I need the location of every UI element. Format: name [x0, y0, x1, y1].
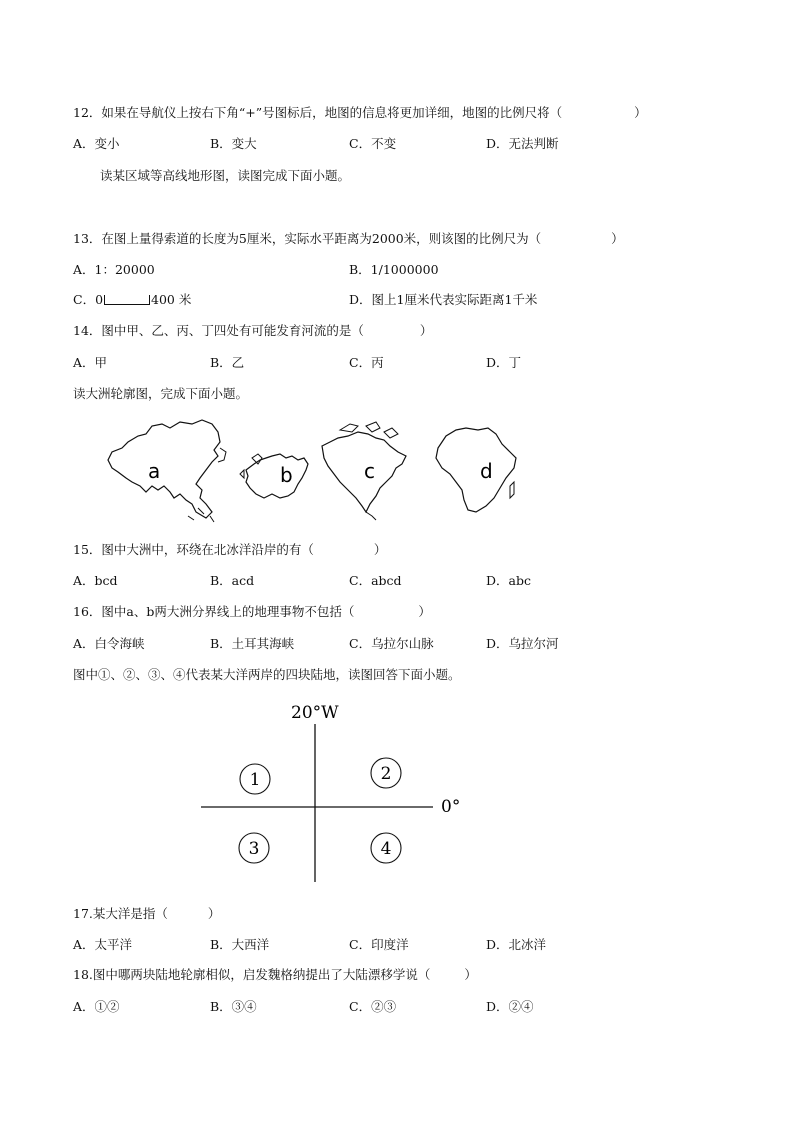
q14-option-c: C．丙 [349, 355, 384, 370]
q13-option-b: B．1/1000000 [349, 262, 439, 277]
question-17 [73, 904, 220, 922]
intro-17-18: 图中①、②、③、④代表某大洋两岸的四块陆地，读图回答下面小题。 [73, 667, 461, 682]
continent-label-c: c [364, 459, 375, 483]
ocean-quadrant-figure [195, 700, 475, 890]
continent-label-d: d [480, 459, 493, 483]
q16-option-d: D．乌拉尔河 [486, 636, 559, 651]
question-16-stem: 16．图中a、b两大洲分界线上的地理事物不包括（ [73, 604, 355, 619]
q17-option-d: D．北冰洋 [486, 937, 547, 952]
continent-outlines-figure [100, 412, 530, 530]
question-16 [73, 602, 431, 620]
question-14-stem: 14．图中甲、乙、丙、丁四处有可能发育河流的是（ [73, 323, 364, 338]
intro-15-16: 读大洲轮廓图，完成下面小题。 [73, 386, 249, 401]
q15-option-b: B．acd [210, 573, 255, 588]
q16-option-a: A．白令海峡 [73, 636, 145, 651]
question-13-stem: 13．在图上量得索道的长度为5厘米，实际水平距离为2000米，则该图的比例尺为（ [73, 231, 542, 246]
region-2-label: 2 [380, 764, 392, 784]
question-13-close: ） [611, 231, 624, 246]
region-4-label: 4 [380, 839, 392, 859]
scale-bar [104, 295, 150, 305]
question-17-close: ） [207, 906, 221, 921]
q16-option-c: C．乌拉尔山脉 [349, 636, 434, 651]
question-16-close: ） [418, 604, 431, 619]
question-15 [73, 540, 386, 558]
question-12-stem: 12．如果在导航仪上按右下角“+”号图标后，地图的信息将更加详细，地图的比例尺将（ [73, 105, 563, 120]
continent-label-a: a [148, 459, 161, 483]
q17-option-b: B．大西洋 [210, 937, 270, 952]
question-13 [73, 229, 624, 247]
q16-option-b: B．土耳其海峡 [210, 636, 295, 651]
q12-option-c: C．不变 [349, 136, 397, 151]
continent-label-b: b [280, 463, 293, 487]
q15-option-a: A．bcd [73, 573, 118, 588]
question-18-close: ） [464, 967, 477, 982]
question-15-close: ） [373, 542, 387, 557]
question-14 [73, 321, 432, 339]
meridian-label: 20°W [291, 703, 339, 723]
q18-option-c: C．②③ [349, 999, 397, 1014]
q15-option-c: C．abcd [349, 573, 402, 588]
q13-option-c-label: C．0 [73, 292, 104, 307]
q18-option-a: A．①② [73, 999, 120, 1014]
question-15-stem: 15．图中大洲中，环绕在北冰洋沿岸的有（ [73, 542, 314, 557]
question-18-stem: 18.图中哪两块陆地轮廓相似，启发魏格纳提出了大陆漂移学说（ [73, 967, 431, 982]
q14-option-a: A．甲 [73, 355, 108, 370]
region-3-label: 3 [248, 839, 260, 859]
q13-option-c [73, 290, 191, 308]
q15-option-d: D．abc [486, 573, 531, 588]
q17-option-a: A．太平洋 [73, 937, 133, 952]
q14-option-d: D．丁 [486, 355, 522, 370]
region-1-label: 1 [249, 770, 261, 790]
question-14-close: ） [419, 323, 433, 338]
equator-label: 0° [441, 797, 461, 817]
q18-option-d: D．②④ [486, 999, 534, 1014]
q12-option-d: D．无法判断 [486, 136, 559, 151]
q17-option-c: C．印度洋 [349, 937, 409, 952]
q13-option-d: D．图上1厘米代表实际距离1千米 [349, 292, 538, 307]
question-12-close: ） [634, 105, 647, 120]
q13-option-c-value: 400 米 [151, 292, 192, 307]
q13-option-a: A．1：20000 [73, 262, 155, 277]
q14-option-b: B．乙 [210, 355, 245, 370]
continent-d-outline [436, 428, 516, 512]
q12-option-a: A．变小 [73, 136, 120, 151]
question-12 [73, 103, 647, 121]
intro-13-14: 读某区域等高线地形图，读图完成下面小题。 [100, 168, 351, 183]
q12-option-b: B．变大 [210, 136, 257, 151]
question-17-stem: 17.某大洋是指（ [73, 906, 168, 921]
question-18 [73, 965, 477, 983]
continent-a-outline [108, 420, 220, 518]
q18-option-b: B．③④ [210, 999, 257, 1014]
